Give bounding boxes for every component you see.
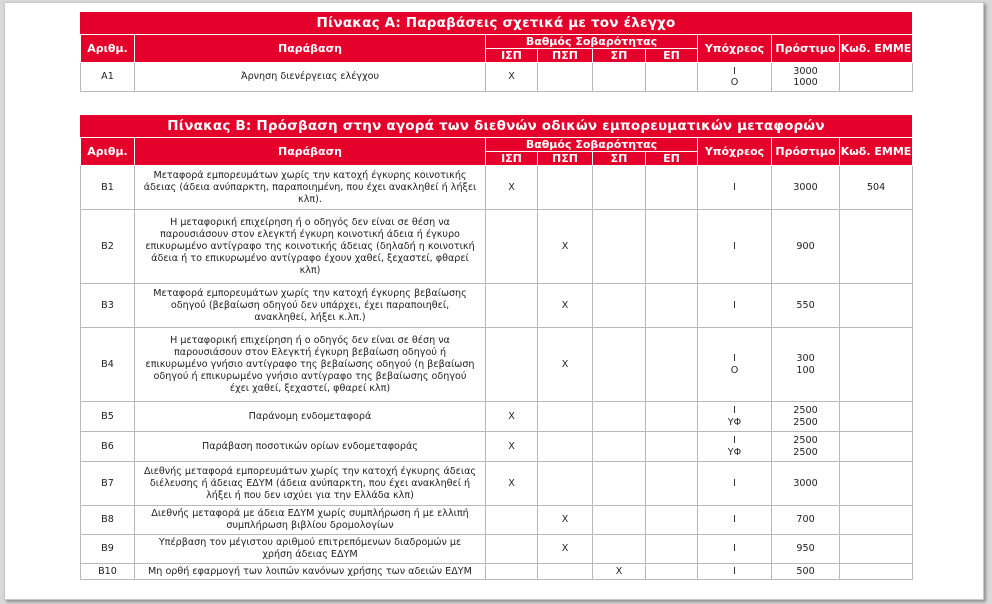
- row-violation: Άρνηση διενέργειας ελέγχου: [135, 63, 486, 92]
- row-violation: Υπέρβαση τον μέγιστου αριθμού επιτρεπόμενων διαδρομών με χρήση άδειας ΕΔΥΜ: [135, 535, 486, 564]
- table-row: [81, 210, 913, 284]
- row-psp: [538, 564, 593, 580]
- row-ep: [646, 564, 698, 580]
- row-liable-value: Ι: [733, 435, 736, 446]
- row-violation: Η μεταφορική επιχείρηση ή ο οδηγός δεν είναι σε θέση να παρουσιάσουν στον ελεγκτή έγκυρη κοινοτική άδεια ή έγκυρο επικυρωμένο αντίγραφο της κοινοτικής άδειας (δηλαδή η κοινοτική άδεια ή το επικυρωμένο αντίγραφο έχουν χαθεί, ξεχαστεί, φθαρεί κλπ): [135, 210, 486, 284]
- row-isp: Χ: [486, 166, 538, 210]
- row-fine-value: 3000: [793, 181, 818, 193]
- row-number: Β5: [81, 402, 135, 432]
- col-ep-header: ΕΠ: [646, 152, 698, 166]
- row-sp: [593, 462, 646, 506]
- row-fine: [772, 210, 840, 284]
- row-fine-value: 2500: [793, 446, 818, 458]
- col-isp-header: ΙΣΠ: [486, 152, 538, 166]
- table-b: [80, 115, 912, 580]
- row-fine-value: 100: [796, 364, 815, 376]
- table-a: [80, 12, 912, 92]
- row-liable-value: Ο: [730, 364, 739, 376]
- row-violation: Διεθνής μεταφορά εμπορευμάτων χωρίς την κατοχή έγκυρης άδειας διέλευσης ή άδειας ΕΔΥΜ (άδεια ανύπαρκτη, που έχει ανακληθεί ή λήξει ή που δεν ισχύει για την Ελλάδα κλπ): [135, 462, 486, 506]
- row-liable: [698, 284, 772, 328]
- table-a-body: [81, 63, 913, 92]
- row-number: Α1: [81, 63, 135, 92]
- row-psp: Χ: [538, 535, 593, 564]
- col-number-header: Αριθμ.: [81, 138, 135, 166]
- row-isp: Χ: [486, 462, 538, 506]
- row-code: [840, 432, 913, 462]
- row-fine-value: 2500: [793, 405, 818, 416]
- row-fine-value: 2500: [793, 435, 818, 446]
- row-fine-value: 1000: [793, 77, 818, 88]
- row-liable-value: ΥΦ: [727, 416, 742, 428]
- row-liable: [698, 63, 772, 92]
- row-ep: [646, 402, 698, 432]
- row-ep: [646, 462, 698, 506]
- row-number: Β6: [81, 432, 135, 462]
- row-number: Β7: [81, 462, 135, 506]
- row-sp: [593, 328, 646, 402]
- row-fine-value: 500: [796, 565, 815, 577]
- table-row: [81, 564, 913, 580]
- row-liable-value: Ι: [733, 543, 736, 555]
- row-liable: [698, 210, 772, 284]
- row-sp: [593, 166, 646, 210]
- row-liable-value: Ι: [733, 65, 736, 77]
- col-isp-header: ΙΣΠ: [486, 49, 538, 63]
- col-severity-header: Βαθμός Σοβαρότητας: [486, 35, 698, 49]
- table-row: [81, 432, 913, 462]
- table-a-grid: [80, 34, 913, 92]
- row-ep: [646, 210, 698, 284]
- col-fine-header: Πρόστιμο: [772, 35, 840, 63]
- row-ep: [646, 284, 698, 328]
- row-fine: [772, 564, 840, 580]
- row-isp: [486, 210, 538, 284]
- table-row: [81, 328, 913, 402]
- row-liable-value: Ι: [733, 181, 736, 193]
- row-liable: [698, 166, 772, 210]
- row-sp: [593, 506, 646, 535]
- row-code: [840, 402, 913, 432]
- row-fine-value: 3000: [793, 65, 818, 77]
- row-liable: [698, 506, 772, 535]
- row-fine-value: 700: [796, 514, 815, 526]
- row-liable-value: Ο: [730, 77, 739, 88]
- row-sp: [593, 535, 646, 564]
- row-fine: [772, 284, 840, 328]
- row-fine: [772, 63, 840, 92]
- table-row: [81, 166, 913, 210]
- row-liable: [698, 328, 772, 402]
- row-fine-value: 550: [796, 299, 815, 311]
- row-liable-value: ΥΦ: [727, 446, 742, 458]
- row-liable: [698, 432, 772, 462]
- row-violation: Μεταφορά εμπορευμάτων χωρίς την κατοχή έγκυρης κοινοτικής άδειας (άδεια ανύπαρκτη, παραποιημένη, που έχει ανακληθεί ή λήξει κλπ).: [135, 166, 486, 210]
- row-fine: [772, 535, 840, 564]
- row-psp: [538, 166, 593, 210]
- row-fine-value: 300: [796, 353, 815, 364]
- table-row: [81, 462, 913, 506]
- row-liable-value: Ι: [733, 353, 736, 364]
- row-liable-value: Ι: [733, 405, 736, 416]
- table-row: [81, 506, 913, 535]
- row-psp: [538, 63, 593, 92]
- row-isp: [486, 506, 538, 535]
- row-fine: [772, 432, 840, 462]
- row-number: Β2: [81, 210, 135, 284]
- row-sp: [593, 63, 646, 92]
- row-isp: [486, 284, 538, 328]
- table-b-grid: [80, 137, 913, 580]
- row-psp: Χ: [538, 284, 593, 328]
- row-fine: [772, 462, 840, 506]
- col-code-header: Κωδ. ΕΜΜΕ: [840, 138, 913, 166]
- row-fine: [772, 328, 840, 402]
- row-fine: [772, 166, 840, 210]
- col-ep-header: ΕΠ: [646, 49, 698, 63]
- row-fine-value: 950: [796, 543, 815, 555]
- row-isp: Χ: [486, 432, 538, 462]
- table-b-title: Πίνακας Β: Πρόσβαση στην αγορά των διεθνών οδικών εμπορευματικών μεταφορών: [80, 115, 912, 137]
- row-code: [840, 506, 913, 535]
- row-sp: [593, 402, 646, 432]
- table-row: [81, 535, 913, 564]
- row-number: Β4: [81, 328, 135, 402]
- row-ep: [646, 63, 698, 92]
- row-number: Β3: [81, 284, 135, 328]
- row-code: [840, 284, 913, 328]
- row-ep: [646, 432, 698, 462]
- row-sp: Χ: [593, 564, 646, 580]
- col-sp-header: ΣΠ: [593, 49, 646, 63]
- row-violation: Διεθνής μεταφορά με άδεια ΕΔΥΜ χωρίς συμπλήρωση ή με ελλιπή συμπλήρωση βιβλίου δρομολογίων: [135, 506, 486, 535]
- row-ep: [646, 328, 698, 402]
- table-row: [81, 63, 913, 92]
- table-row: [81, 284, 913, 328]
- row-psp: Χ: [538, 506, 593, 535]
- row-code: [840, 63, 913, 92]
- row-psp: [538, 432, 593, 462]
- table-row: [81, 402, 913, 432]
- row-isp: Χ: [486, 63, 538, 92]
- row-liable: [698, 462, 772, 506]
- row-number: Β8: [81, 506, 135, 535]
- row-fine-value: 2500: [793, 416, 818, 428]
- row-code: [840, 564, 913, 580]
- row-isp: Χ: [486, 402, 538, 432]
- col-liable-header: Υπόχρεος: [698, 35, 772, 63]
- row-psp: Χ: [538, 328, 593, 402]
- row-code: [840, 328, 913, 402]
- row-isp: [486, 328, 538, 402]
- row-violation: Μη ορθή εφαρμογή των λοιπών κανόνων χρήσης των αδειών ΕΔΥΜ: [135, 564, 486, 580]
- col-psp-header: ΠΣΠ: [538, 152, 593, 166]
- col-severity-header: Βαθμός Σοβαρότητας: [486, 138, 698, 152]
- row-code: [840, 535, 913, 564]
- row-ep: [646, 506, 698, 535]
- col-code-header: Κωδ. ΕΜΜΕ: [840, 35, 913, 63]
- col-violation-header: Παράβαση: [135, 138, 486, 166]
- row-violation: Παράβαση ποσοτικών ορίων ενδομεταφοράς: [135, 432, 486, 462]
- row-sp: [593, 210, 646, 284]
- row-liable-value: Ι: [733, 299, 736, 311]
- row-fine-value: 900: [796, 240, 815, 252]
- row-sp: [593, 284, 646, 328]
- row-fine-value: 3000: [793, 477, 818, 489]
- row-fine: [772, 506, 840, 535]
- row-isp: [486, 535, 538, 564]
- col-fine-header: Πρόστιμο: [772, 138, 840, 166]
- row-code: [840, 210, 913, 284]
- col-number-header: Αριθμ.: [81, 35, 135, 63]
- row-liable: [698, 535, 772, 564]
- table-b-body: [81, 166, 913, 580]
- col-violation-header: Παράβαση: [135, 35, 486, 63]
- row-number: Β9: [81, 535, 135, 564]
- row-code: 504: [840, 166, 913, 210]
- row-liable: [698, 402, 772, 432]
- row-violation: Παράνομη ενδομεταφορά: [135, 402, 486, 432]
- col-sp-header: ΣΠ: [593, 152, 646, 166]
- row-ep: [646, 535, 698, 564]
- row-sp: [593, 432, 646, 462]
- row-psp: [538, 402, 593, 432]
- col-liable-header: Υπόχρεος: [698, 138, 772, 166]
- row-liable-value: Ι: [733, 240, 736, 252]
- row-isp: [486, 564, 538, 580]
- row-liable-value: Ι: [733, 514, 736, 526]
- table-a-title: Πίνακας Α: Παραβάσεις σχετικά με τον έλεγχο: [80, 12, 912, 34]
- row-number: Β10: [81, 564, 135, 580]
- row-liable-value: Ι: [733, 477, 736, 489]
- page-frame: [4, 2, 984, 600]
- row-psp: [538, 462, 593, 506]
- row-violation: Η μεταφορική επιχείρηση ή ο οδηγός δεν είναι σε θέση να παρουσιάσουν στον Ελεγκτή έγκυρη βεβαίωση οδηγού ή επικυρωμένο γνήσιο αντίγραφο της βεβαίωσης οδηγού (η βεβαίωση οδηγού ή επικυρωμένο γνήσιο αντίγραφο της βεβαίωσης οδηγού έχει χαθεί, ξεχαστεί, φθαρεί κλπ): [135, 328, 486, 402]
- row-fine: [772, 402, 840, 432]
- row-code: [840, 462, 913, 506]
- row-psp: Χ: [538, 210, 593, 284]
- row-ep: [646, 166, 698, 210]
- row-number: Β1: [81, 166, 135, 210]
- row-liable-value: Ι: [733, 565, 736, 577]
- col-psp-header: ΠΣΠ: [538, 49, 593, 63]
- row-violation: Μεταφορά εμπορευμάτων χωρίς την κατοχή έγκυρης βεβαίωσης οδηγού (βεβαίωση οδηγού δεν υπάρχει, έχει παραποιηθεί, ανακληθεί, λήξει κ.λπ.): [135, 284, 486, 328]
- row-liable: [698, 564, 772, 580]
